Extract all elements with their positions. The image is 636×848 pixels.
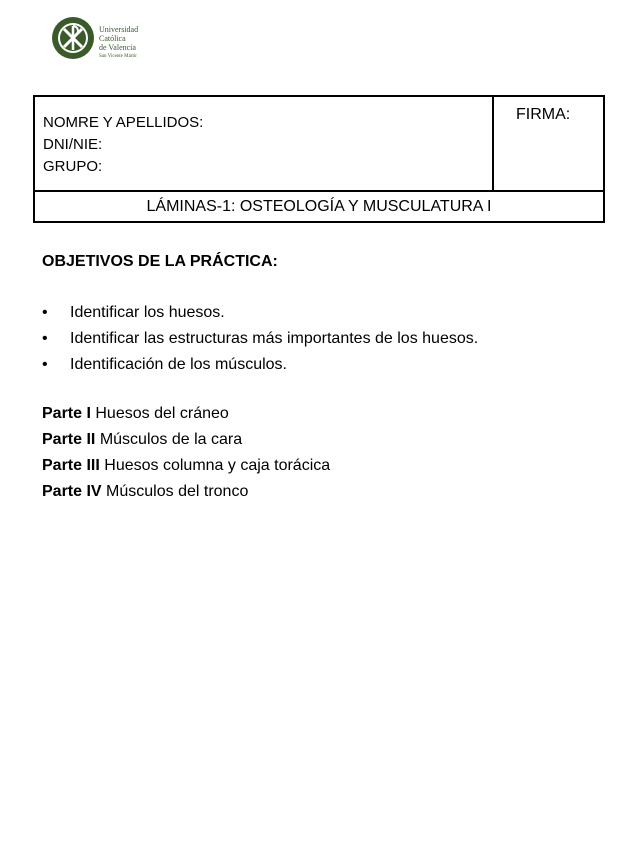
bullet-icon: • <box>42 330 48 347</box>
part-tag: Parte I <box>42 405 91 422</box>
signature-label: FIRMA: <box>516 106 571 123</box>
svg-text:Católica: Católica <box>99 34 126 43</box>
objective-text: Identificar las estructuras más importantes de los huesos. <box>70 330 479 347</box>
part-item <box>42 453 330 479</box>
info-row <box>35 97 603 192</box>
part-tag: Parte II <box>42 431 96 448</box>
part-text: Huesos del cráneo <box>95 405 229 422</box>
group-label: GRUPO: <box>43 158 103 175</box>
part-item <box>42 401 330 427</box>
list-item <box>42 326 478 352</box>
name-label: NOMRE Y APELLIDOS: <box>43 114 204 131</box>
university-logo <box>52 14 152 64</box>
objectives-list <box>42 300 478 378</box>
part-tag: Parte III <box>42 457 100 474</box>
list-item <box>42 352 478 378</box>
part-text: Músculos de la cara <box>99 431 243 448</box>
part-text: Músculos del tronco <box>106 483 249 500</box>
dni-label: DNI/NIE: <box>43 136 103 153</box>
student-fields-cell <box>35 97 494 190</box>
part-item <box>42 427 330 453</box>
svg-text:San Vicente Mártir: San Vicente Mártir <box>99 54 137 59</box>
part-tag: Parte IV <box>42 483 102 500</box>
bullet-icon: • <box>42 304 48 321</box>
bullet-icon: • <box>42 356 48 373</box>
part-item <box>42 479 330 505</box>
list-item <box>42 300 478 326</box>
document-title: LÁMINAS-1: OSTEOLOGÍA Y MUSCULATURA I <box>146 198 492 215</box>
university-seal-icon <box>52 14 152 64</box>
student-info-table <box>33 95 605 223</box>
svg-text:Universidad: Universidad <box>99 25 139 34</box>
objective-text: Identificación de los músculos. <box>70 356 287 373</box>
part-text: Huesos columna y caja torácica <box>104 457 331 474</box>
signature-cell <box>494 97 603 190</box>
objective-text: Identificar los huesos. <box>70 304 225 321</box>
svg-text:de Valencia: de Valencia <box>99 43 136 52</box>
objectives-heading: OBJETIVOS DE LA PRÁCTICA: <box>42 253 278 270</box>
parts-list <box>42 401 330 505</box>
